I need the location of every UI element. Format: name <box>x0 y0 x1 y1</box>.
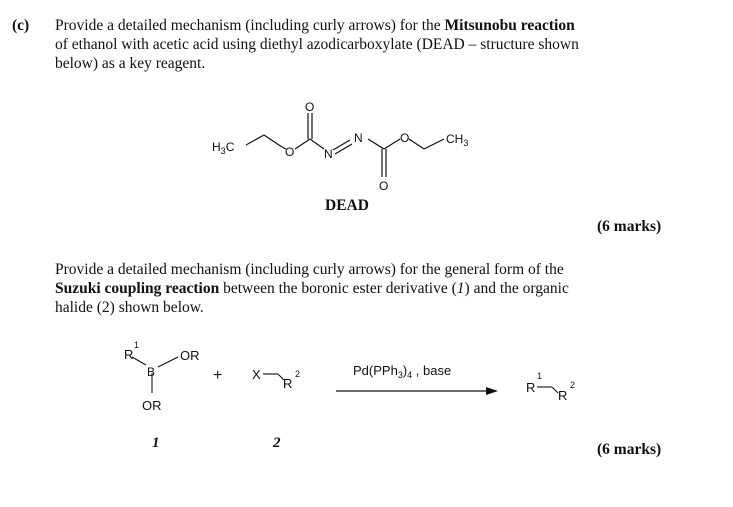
suzuki-term: Suzuki coupling reaction <box>55 280 220 297</box>
part1-marks: (6 marks) <box>597 218 662 235</box>
reaction-arrowhead <box>486 387 498 395</box>
dead-carbonyl-o2: O <box>379 179 389 193</box>
product-r2-superscript: 2 <box>570 380 576 390</box>
part2-marks: (6 marks) <box>597 441 662 458</box>
part1-line3: below) as a key reagent. <box>55 55 206 72</box>
part2-line3: halide (2) shown below. <box>55 299 204 316</box>
halide-x: X <box>252 367 261 382</box>
halide-r2: R <box>283 376 293 391</box>
compound2-label: 2 <box>273 435 281 451</box>
question-label: (c) <box>12 17 30 34</box>
question-part2-text <box>55 260 695 317</box>
dead-caption: DEAD <box>325 197 369 214</box>
product-r2: R <box>558 388 568 403</box>
part2-line2: Suzuki coupling reaction between the boronic ester derivative (1) and the organic <box>55 280 569 297</box>
part1-line2: of ethanol with acetic acid using diethyl azodicarboxylate (DEAD – structure shown <box>55 36 579 53</box>
dead-ester-o2: O <box>400 131 410 145</box>
dead-n2: N <box>354 131 363 145</box>
reagents-label: $Pd(PPh_3)_4$ , base <box>353 363 452 380</box>
plus-sign: + <box>213 367 223 384</box>
dead-carbonyl-o1: O <box>305 100 315 114</box>
dead-n1: N <box>324 147 333 161</box>
part1-line1: Provide a detailed mechanism (including curly arrows) for the Mitsunobu reaction <box>55 17 575 34</box>
boronic-or-right: OR <box>180 348 200 363</box>
part2-line1: Provide a detailed mechanism (including curly arrows) for the general form of the <box>55 261 564 278</box>
suzuki-scheme <box>100 335 620 425</box>
boronic-or-bottom: OR <box>142 398 162 413</box>
halide-r2-superscript: 2 <box>295 369 301 379</box>
dead-structure <box>200 95 510 205</box>
product-r1-superscript: 1 <box>537 371 543 381</box>
dead-h3c-label: $H_3C$ <box>212 140 235 156</box>
mitsunobu-term: Mitsunobu reaction <box>444 17 575 34</box>
boronic-r1-superscript: 1 <box>134 340 140 350</box>
question-part1-text <box>55 16 695 73</box>
dead-ch3-label: $CH_3$ <box>446 132 469 148</box>
compound1-label: 1 <box>152 435 160 451</box>
boronic-r1: R <box>124 347 134 362</box>
dead-ester-o1: O <box>285 145 295 159</box>
boronic-b: B <box>147 365 156 379</box>
product-r1: R <box>526 380 536 395</box>
